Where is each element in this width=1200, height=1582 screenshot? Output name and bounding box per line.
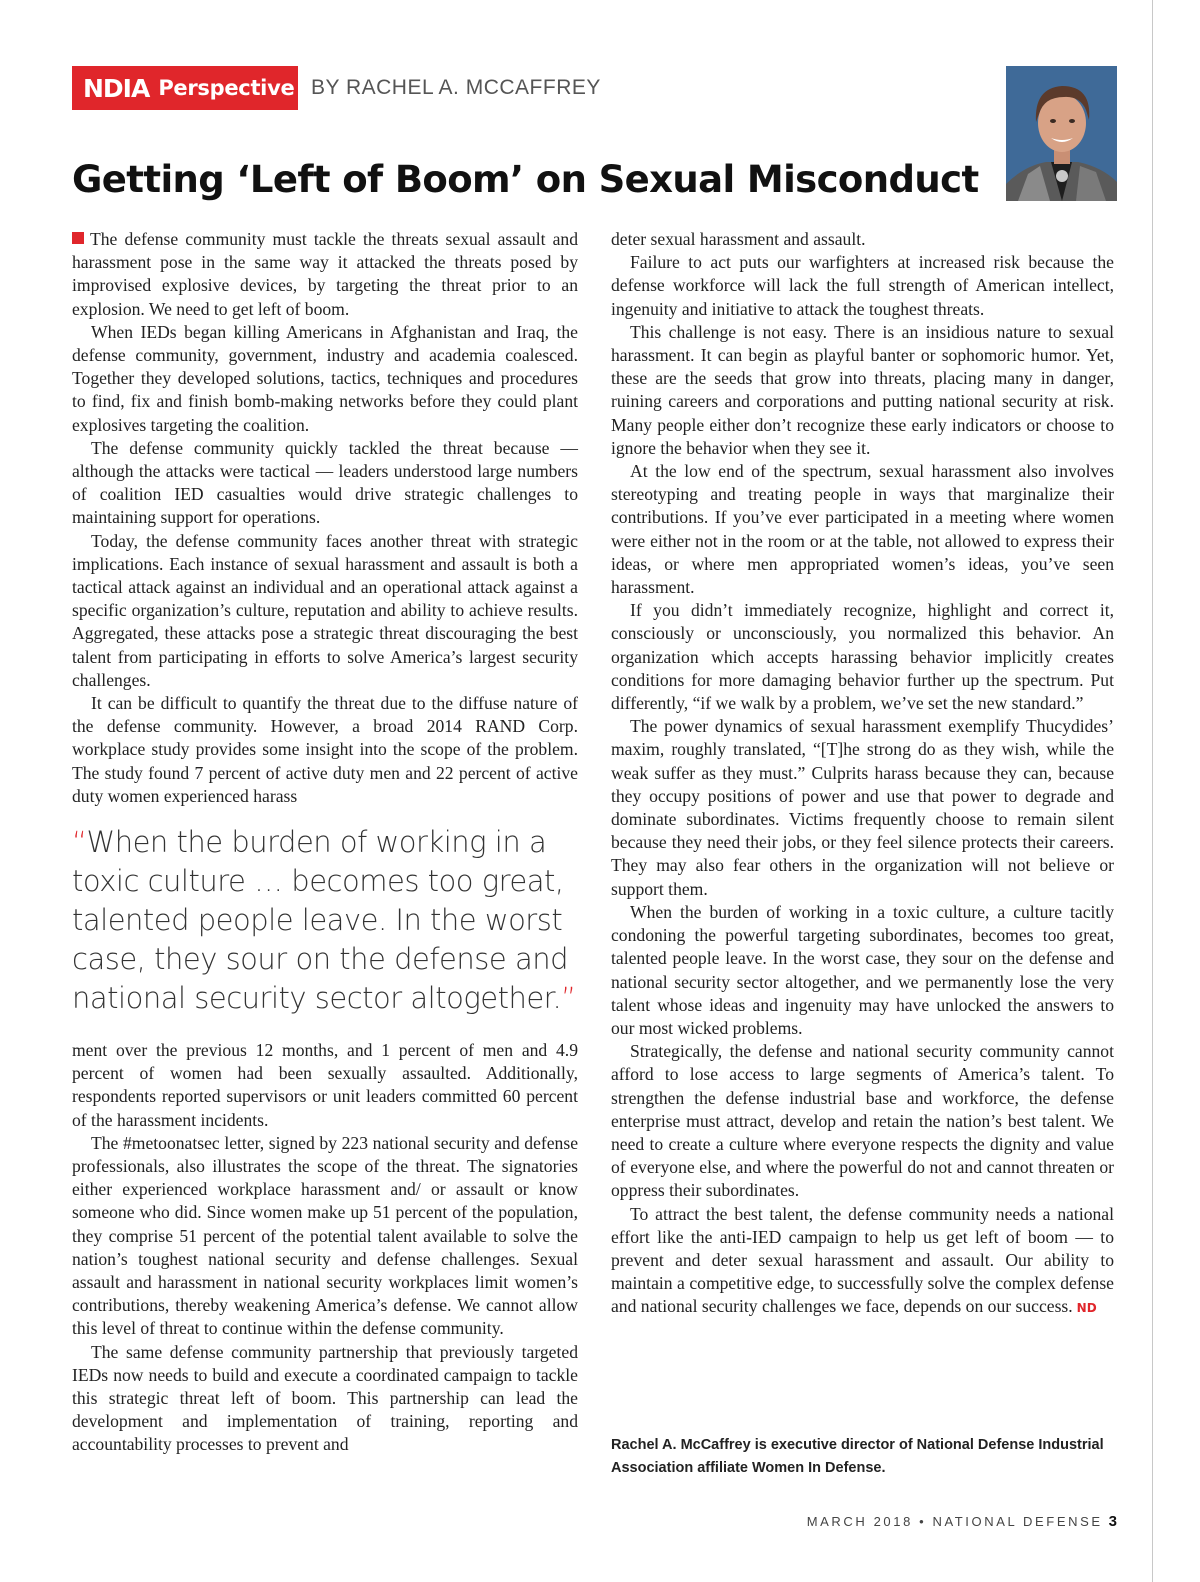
section-label: Perspective (158, 76, 295, 100)
byline: BY RACHEL A. MCCAFFREY (311, 76, 601, 99)
article-title: Getting ‘Left of Boom’ on Sexual Misconduct (72, 158, 979, 201)
article-paragraph: ment over the previous 12 months, and 1 percent of men and 4.9 percent of women had been sexually assaulted. Additionally, respondents reported supervisors or unit leaders committed 60 percent of the harassment incidents. (72, 1040, 578, 1130)
pull-quote-open-mark: “ (72, 825, 87, 859)
article-paragraph: At the low end of the spectrum, sexual harassment also involves stereotyping and treating people in ways that marginalize their contributions. If you’ve ever participated in a meeting where women were either not in the room or at the table, not allowed to express their ideas, or where men appropriated women’s ideas, you’ve seen harassment. (611, 461, 1114, 598)
author-bio: Rachel A. McCaffrey is executive director of National Defense Industrial Association affiliate Women In Defense. (611, 1437, 1104, 1476)
footer-issue-text: MARCH 2018 • NATIONAL DEFENSE (806, 1514, 1103, 1529)
article-paragraph: This challenge is not easy. There is an insidious nature to sexual harassment. It can begin as playful banter or sophomoric humor. Yet, these are the seeds that grow into threats, placing many in danger, ruining careers and corporations and putting national security at risk. Many people either don’t recognize these early indicators or choose to ignore the behavior when they see it. (611, 321, 1114, 458)
article-paragraph: When IEDs began killing Americans in Afghanistan and Iraq, the defense community, government, industry and academia coalesced. Together they developed solutions, tactics, techniques and procedures to find, fix and finish bomb-making networks before they could plant explosives targeting the coalition. (72, 321, 578, 435)
article-paragraph: It can be difficult to quantify the threat due to the diffuse nature of the defense community. However, a broad 2014 RAND Corp. workplace study provides some insight into the scope of the problem. The study found 7 percent of active duty men and 22 percent of active duty women experienced harass (72, 693, 578, 806)
ndia-perspective-badge (72, 66, 298, 110)
article-paragraph: Today, the defense community faces another threat with strategic implications. Each instance of sexual harassment and assault is both a tactical attack against an individual and an operational attack against a specific organization’s culture, reputation and ability to achieve results. Aggregated, these attacks pose a strategic threat discouraging the best talent from participating in efforts to solve America’s largest security challenges. (72, 530, 578, 690)
pull-quote (72, 823, 577, 1018)
section-header (72, 66, 601, 110)
pull-quote-close-mark: ” (561, 981, 576, 1015)
article-paragraph: The defense community quickly tackled the threat because — although the attacks were tactical — leaders understood large numbers of coalition IED casualties would drive strategic challenges to maintaining support for operations. (72, 437, 578, 528)
article-paragraph: When the burden of working in a toxic culture, a culture tacitly condoning the powerful targeting subordinates, becomes too great, talented people leave. In the worst case, they sour on the defense and national security sector altogether, and we permanently lose the very talent whose ideas and ingenuity may have unlocked the answers to our most wicked problems. (611, 901, 1114, 1038)
end-mark: ND (1076, 1301, 1097, 1316)
article-column-1 (72, 228, 578, 808)
paragraph-text: The defense community must tackle the threats sexual assault and harassment pose in the same way it attacked the threats posed by improvised explosive devices, by targeting the threat prior to an explosion. We need to get left of boom. (72, 229, 578, 319)
article-paragraph: If you didn’t immediately recognize, highlight and correct it, consciously or unconsciously, you normalized this behavior. An organization which accepts harassing behavior implicitly creates conditions for more damaging behavior further up the spectrum. Put differently, “if we walk by a problem, we’ve set the new standard.” (611, 600, 1114, 714)
page-edge-rule (1152, 0, 1153, 1582)
article-paragraph: Strategically, the defense and national security community cannot afford to lose access to large segments of America’s talent. To strengthen the defense industrial base and workforce, the defense enterprise must attract, develop and retain the nation’s best talent. We need to create a culture where everyone respects the dignity and value of everyone else, and where the powerful do not and cannot threaten or oppress their subordinates. (611, 1041, 1114, 1201)
article-paragraph: The same defense community partnership that previously targeted IEDs now needs to build and execute a coordinated campaign to tackle this strategic threat left of boom. This partnership can lead the development and implementation of training, reporting and accountability processes to prevent and (72, 1341, 578, 1455)
article-column-1-continued (72, 1039, 578, 1457)
article-paragraph: The power dynamics of sexual harassment exemplify Thucydides’ maxim, roughly translated, “[T]he strong do as they wish, while the weak suffer as they must.” Culprits harass because they can, because they occupy positions of power and use that power to degrade and dominate subordinates. Victims frequently choose to remain silent because they need their jobs, or they feel silence protects their careers. They may also fear others in the organization will not believe or support them. (611, 716, 1114, 899)
page-number: 3 (1108, 1513, 1117, 1530)
article-paragraph (72, 228, 578, 321)
article-paragraph (611, 1203, 1114, 1321)
article-column-2 (611, 228, 1114, 1321)
article-paragraph: deter sexual harassment and assault. (611, 229, 866, 249)
article-paragraph: The #metoonatsec letter, signed by 223 national security and defense professionals, also illustrates the scope of the threat. The signatories either experienced workplace harassment and/ or assault or know someone who did. Since women make up 51 percent of the population, they comprise 51 percent of the potential talent available to solve the nation’s toughest national security and defense challenges. Sexual assault and harassment in national security workplaces limit women’s contributions, thereby weakening America’s defense. We cannot allow this level of threat to continue within the defense community. (72, 1132, 578, 1339)
page-footer (807, 1513, 1117, 1530)
pull-quote-text: When the burden of working in a toxic culture … becomes too great, talented people leave. In the worst case, they sour on the defense and national security sector altogether. (72, 825, 569, 1015)
ndia-logo: NDIA (83, 73, 150, 103)
start-square-icon (72, 232, 84, 244)
paragraph-text: To attract the best talent, the defense community needs a national effort like the anti-IED campaign to help us get left of boom — to prevent and deter sexual harassment and assault. Our ability to maintain a competitive edge, to successfully solve the complex defense and national security challenges we face, depends on our success. (611, 1203, 1114, 1317)
author-photo (1006, 66, 1117, 201)
article-paragraph: Failure to act puts our warfighters at increased risk because the defense workforce will lack the full strength of American intellect, ingenuity and initiative to attack the toughest threats. (611, 252, 1114, 319)
